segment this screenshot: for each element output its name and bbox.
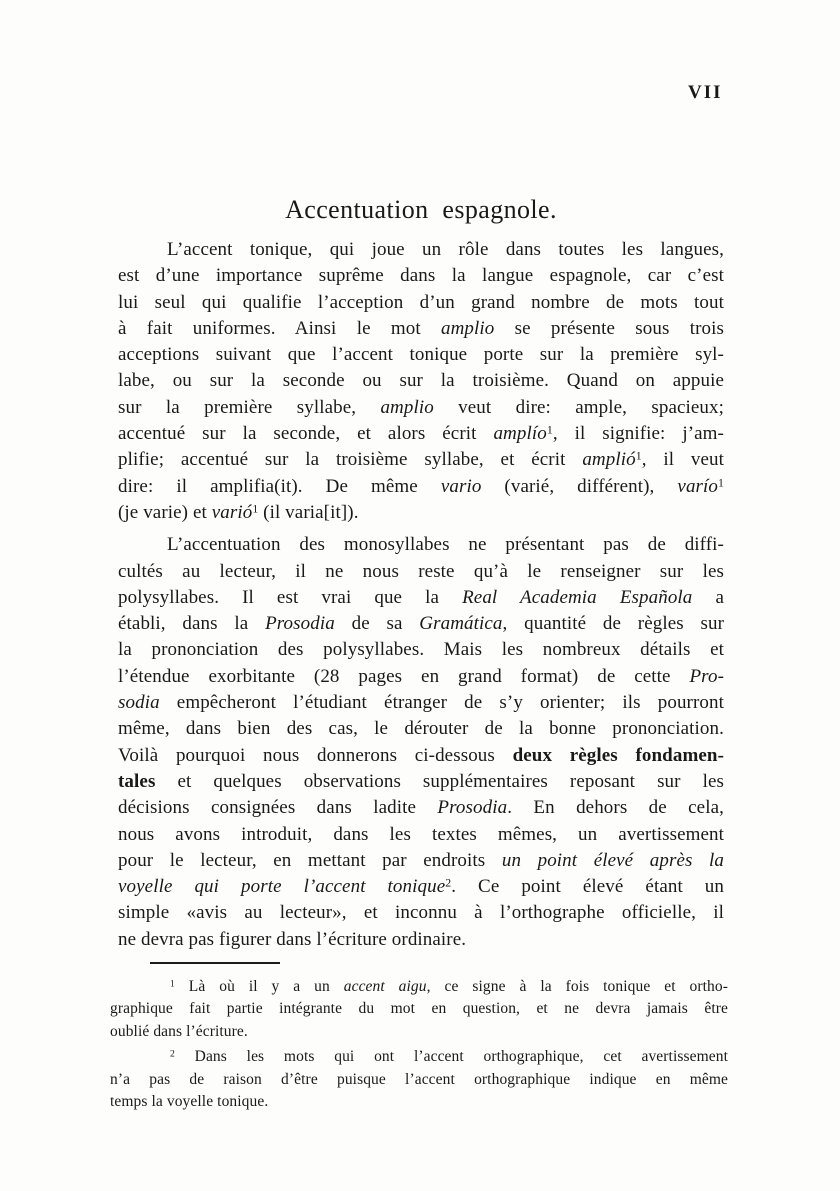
text-segment: pour le lecteur, en mettant par endroits (118, 849, 502, 871)
text-line (118, 637, 724, 663)
text-segment: de sa (334, 613, 420, 635)
text-line (110, 998, 728, 1020)
text-segment: dire: il amplifia(it). De même (118, 475, 441, 497)
text-line (118, 822, 724, 848)
text-segment: la prononciation des polysyllabes. Mais les nombreux détails et (118, 639, 724, 661)
page-title: Accentuation espagnole. (285, 195, 557, 224)
text-segment: sodia (118, 692, 160, 714)
text-line (118, 559, 724, 585)
text-segment: voyelle qui porte l’accent tonique (118, 876, 446, 898)
footnote-reference: 2 (170, 1048, 175, 1060)
text-segment: amplió (582, 449, 636, 471)
footnote-reference: 1 (718, 476, 724, 490)
text-segment: . En dehors de cela, (507, 797, 724, 819)
text-line (118, 769, 724, 795)
text-line (118, 368, 724, 394)
footnote-reference: 1 (635, 450, 642, 464)
text-segment: amplio (440, 317, 495, 339)
paragraph (118, 532, 724, 953)
text-line (118, 474, 724, 500)
text-segment: (varié, différent), (481, 475, 678, 497)
text-segment: . Ce point élevé étant un (451, 876, 725, 898)
text-segment: accent aigu (343, 978, 427, 995)
text-line (110, 1069, 728, 1091)
text-segment: Pro- (689, 665, 724, 687)
text-segment: simple «avis au lecteur», et inconnu à l’orthographe officielle, il (118, 902, 724, 924)
text-line (110, 1046, 728, 1068)
text-segment: Gramática (419, 613, 503, 635)
text-segment: même, dans bien des cas, le dérouter de la bonne prononciation. (118, 718, 724, 740)
footnotes (110, 976, 728, 1113)
text-segment: , ce signe à la fois tonique et ortho- (426, 978, 728, 995)
text-line (118, 342, 724, 368)
text-segment: labe, ou sur la seconde ou sur la troisième. Quand on appuie (118, 370, 724, 392)
paragraph (118, 237, 724, 526)
text-line (118, 237, 724, 263)
text-line (118, 421, 724, 447)
text-segment: polysyllabes. Il est vrai que la (118, 586, 463, 608)
text-segment: Dans les mots qui ont l’accent orthographique, cet avertissement (174, 1048, 728, 1066)
text-line (118, 585, 724, 611)
text-segment: accentué sur la seconde, et alors écrit (118, 423, 494, 445)
text-line (118, 290, 724, 316)
text-segment: , il veut (641, 449, 725, 471)
text-segment: vario (440, 475, 482, 497)
footnote-reference: 2 (445, 876, 452, 890)
text-line (118, 927, 724, 953)
text-line (118, 263, 724, 289)
text-segment: décisions consignées dans ladite (118, 797, 438, 819)
text-line (118, 848, 724, 874)
footnote-reference: 1 (170, 978, 175, 990)
text-segment: lui seul qui qualifie l’acception d’un grand nombre de mots tout (118, 291, 724, 313)
text-line (118, 316, 724, 342)
body-text (118, 237, 724, 953)
text-segment: cultés au lecteur, il ne nous reste qu’à le renseigner sur les (118, 560, 724, 582)
text-line (118, 664, 724, 690)
text-segment: L’accentuation des monosyllabes ne présentant pas de diffi- (167, 534, 724, 556)
text-segment: , il signifie: j’am- (552, 423, 724, 445)
text-line (118, 532, 724, 558)
text-line (110, 976, 728, 998)
text-segment: Real Academia Española (462, 586, 693, 608)
text-segment: (il varia[it]). (258, 501, 359, 523)
text-segment: se présente sous trois (494, 317, 724, 339)
text-segment: l’étendue exorbitante (28 pages en grand format) de cette (118, 665, 690, 687)
text-segment: amplio (380, 396, 434, 418)
text-segment: L’accent tonique, qui joue un rôle dans toutes les langues, (167, 239, 724, 260)
text-segment: ne devra pas figurer dans l’écriture ordinaire. (118, 928, 467, 950)
text-line (118, 611, 724, 637)
text-segment: Là où il y a un (174, 978, 344, 995)
text-segment: graphique fait partie intégrante du mot en question, et ne devra jamais être (110, 1000, 728, 1018)
text-segment: Prosodia (265, 613, 335, 635)
text-segment: veut dire: ample, spacieux; (433, 396, 724, 418)
text-segment: Voilà pourquoi nous donnerons ci-dessous (118, 744, 513, 766)
text-line (118, 795, 724, 821)
text-segment: temps la voyelle tonique. (110, 1093, 269, 1111)
text-segment: établi, dans la (118, 613, 266, 635)
text-segment: acceptions suivant que l’accent tonique porte sur la première syl- (118, 344, 724, 366)
text-line (118, 447, 724, 473)
footnote (110, 1046, 728, 1113)
text-line (118, 900, 724, 926)
text-segment: , quantité de règles sur (502, 613, 725, 635)
text-line (118, 716, 724, 742)
text-segment: et quelques observations supplémentaires reposant sur les (155, 770, 724, 792)
text-segment: tales (118, 770, 156, 792)
text-line (118, 500, 724, 526)
text-line (118, 690, 724, 716)
footnote-separator-rule (150, 962, 280, 964)
text-segment: sur la première syllabe, (118, 396, 381, 418)
text-line (118, 743, 724, 769)
footnote (110, 976, 728, 1043)
text-line (118, 874, 724, 900)
text-segment: varió (211, 501, 253, 523)
text-segment: amplío (493, 423, 547, 445)
text-segment: n’a pas de raison d’être puisque l’accent orthographique indique en même (110, 1070, 728, 1088)
text-segment: a (692, 586, 724, 608)
text-line (118, 395, 724, 421)
footnote-reference: 1 (546, 423, 553, 437)
text-segment: nous avons introduit, dans les textes mêmes, un avertissement (118, 823, 724, 845)
page-number: VII (688, 82, 723, 103)
text-segment: (je varie) et (118, 501, 212, 523)
text-segment: est d’une importance suprême dans la langue espagnole, car c’est (118, 265, 724, 287)
text-segment: empêcheront l’étudiant étranger de s’y orienter; ils pourront (159, 692, 724, 714)
text-segment: à fait uniformes. Ainsi le mot (118, 317, 441, 339)
text-line (110, 1021, 728, 1043)
text-segment: plifie; accentué sur la troisième syllabe, et écrit (118, 449, 583, 471)
footnote-reference: 1 (252, 502, 259, 516)
text-segment: deux règles fondamen- (512, 744, 724, 766)
text-segment: oublié dans l’écriture. (110, 1022, 248, 1040)
text-segment: varío (677, 475, 719, 497)
text-line (110, 1091, 728, 1113)
text-segment: un point élevé après la (501, 849, 725, 871)
text-segment: Prosodia (437, 797, 508, 819)
